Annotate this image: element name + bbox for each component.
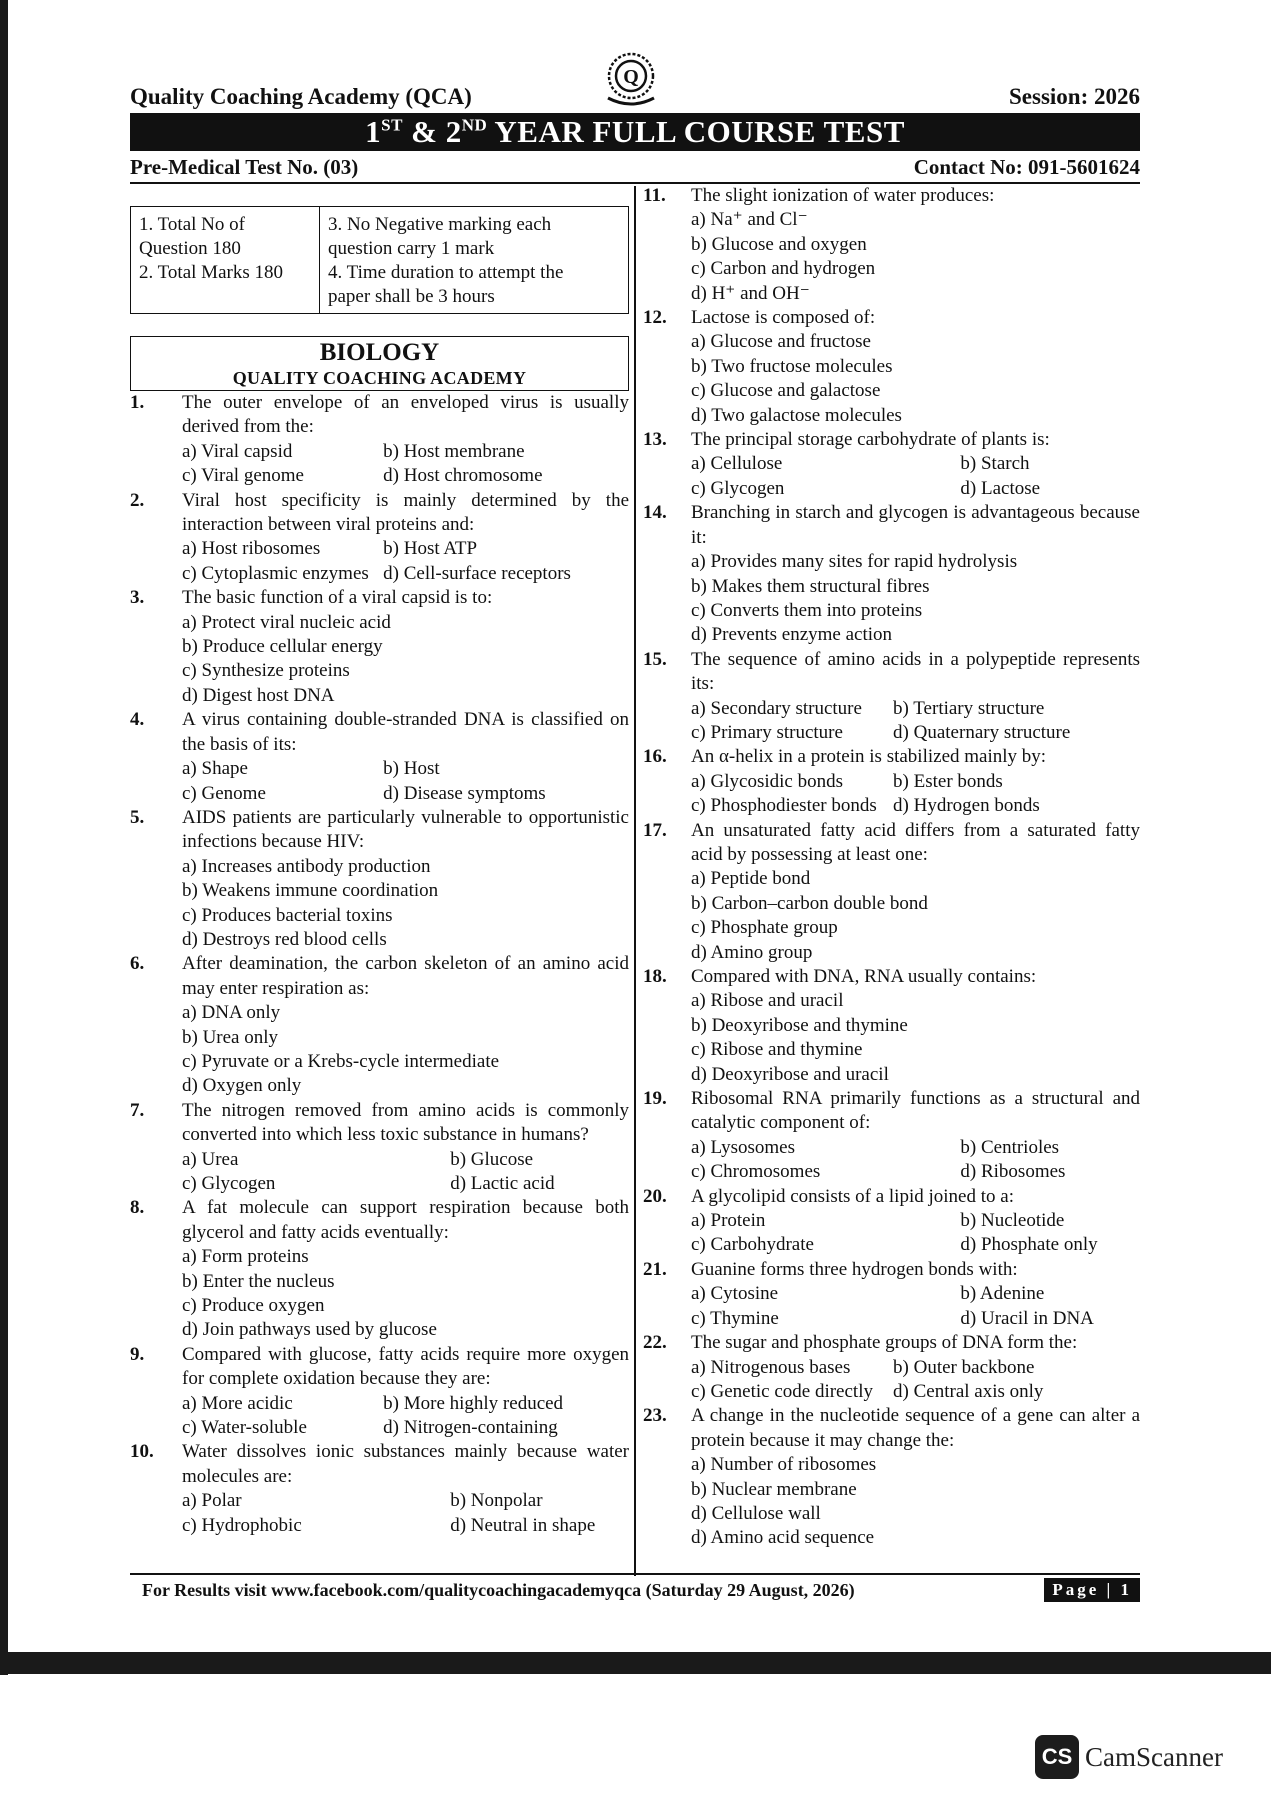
- question-5: 5. AIDS patients are particularly vulnerable to opportunistic infections because HIV: a) Increases antibody production b) Weakens immune coordination c) Produces bacterial toxins d) Destroys red blood cells: [130, 806, 629, 950]
- camscanner-name: CamScanner: [1085, 1741, 1223, 1772]
- subject-subtitle: QUALITY COACHING ACADEMY: [232, 368, 527, 388]
- question-9: 9. Compared with glucose, fatty acids require more oxygen for complete oxidation because they are: a) More acidic b) More highly reduced c) Water-soluble d) Nitrogen-containing: [130, 1343, 629, 1439]
- instructions-col-1: 1. Total No of Question 180 2. Total Marks 180: [131, 207, 320, 313]
- contact-number: Contact No: 091-5601624: [913, 155, 1140, 179]
- question-21: 21. Guanine forms three hydrogen bonds with: a) Cytosine b) Adenine c) Thymine d) Uracil in DNA: [643, 1258, 1094, 1329]
- header-row: [130, 30, 1140, 110]
- question-13: 13. The principal storage carbohydrate of plants is: a) Cellulose b) Starch c) Glycogen d) Lactose: [643, 429, 1050, 499]
- question-6: 6. After deamination, the carbon skeleton of an amino acid may enter respiration as: a) DNA only b) Urea only c) Pyruvate or a Krebs-cycle intermediate d) Oxygen only: [130, 953, 629, 1097]
- question-7: 7. The nitrogen removed from amino acids is commonly converted into which less toxic substance in humans? a) Urea b) Glucose c) Glycogen d) Lactic acid: [130, 1099, 629, 1194]
- question-10: 10. Water dissolves ionic substances mainly because water molecules are: a) Polar b) Nonpolar c) Hydrophobic d) Neutral in shape: [130, 1441, 629, 1536]
- subject-name: BIOLOGY: [319, 339, 440, 366]
- question-15: 15. The sequence of amino acids in a polypeptide represents its: a) Secondary structure b) Tertiary structure c) Primary structure d) Quaternary structure: [643, 648, 1140, 743]
- scan-border-bottom: [0, 1652, 1271, 1674]
- question-2: 2. Viral host specificity is mainly determined by the interaction between viral proteins and: a) Host ribosomes b) Host ATP c) Cytoplasmic enzymes d) Cell-surface receptors: [130, 489, 629, 584]
- footer-rule: [130, 1573, 1140, 1575]
- question-4: 4. A virus containing double-stranded DNA is classified on the basis of its: a) Shape b) Host c) Genome d) Disease symptoms: [130, 709, 629, 804]
- instructions-col-2: 3. No Negative marking each question carry 1 mark 4. Time duration to attempt the paper shall be 3 hours: [328, 214, 564, 307]
- footer: [140, 1578, 1140, 1602]
- question-22: 22. The sugar and phosphate groups of DNA form the: a) Nitrogenous bases b) Outer backbone c) Genetic code directly d) Central axis only: [643, 1332, 1078, 1402]
- question-3: 3. The basic function of a viral capsid is to: a) Protect viral nucleic acid b) Produce cellular energy c) Synthesize proteins d) Digest host DNA: [130, 587, 493, 706]
- question-23: 23. A change in the nucleotide sequence of a gene can alter a protein because it may change the: a) Number of ribosomes b) Nuclear membrane d) Cellulose wall d) Amino acid sequence: [643, 1405, 1140, 1549]
- question-18: 18. Compared with DNA, RNA usually contains: a) Ribose and uracil b) Deoxyribose and thymine c) Ribose and thymine d) Deoxyribose and uracil: [643, 966, 1037, 1085]
- camscanner-logo-icon: CS: [1035, 1735, 1079, 1779]
- question-8: 8. A fat molecule can support respiration because both glycerol and fatty acids eventually: a) Form proteins b) Enter the nucleus c) Produce oxygen d) Join pathways used by glucose: [130, 1197, 629, 1341]
- header-subrow: [130, 155, 1140, 184]
- page-number: Page | 1: [1044, 1578, 1140, 1602]
- test-number: Pre-Medical Test No. (03): [130, 155, 359, 179]
- question-columns: [130, 184, 1140, 1551]
- question-1: 1. The outer envelope of an enveloped virus is usually derived from the: a) Viral capsid b) Host membrane c) Viral genome d) Host chromosome: [130, 392, 629, 487]
- test-sheet: [130, 30, 1140, 1551]
- camscanner-watermark: [1035, 1735, 1223, 1779]
- column-divider: [634, 186, 636, 1576]
- question-16: 16. An α-helix in a protein is stabilized mainly by: a) Glycosidic bonds b) Ester bonds c) Phosphodiester bonds d) Hydrogen bonds: [643, 746, 1047, 817]
- left-column: [130, 184, 633, 1551]
- academy-name: Quality Coaching Academy (QCA): [130, 84, 472, 109]
- question-14: 14. Branching in starch and glycogen is advantageous because it: a) Provides many sites for rapid hydrolysis b) Makes them structural fibres c) Converts them into proteins d) Prevents enzyme action: [643, 502, 1140, 646]
- question-12: 12. Lactose is composed of: a) Glucose and fructose b) Two fructose molecules c) Glucose and galactose d) Two galactose molecules: [643, 307, 902, 426]
- question-19: 19. Ribosomal RNA primarily functions as a structural and catalytic component of: a) Lysosomes b) Centrioles c) Chromosomes d) Ribosomes: [643, 1088, 1140, 1183]
- instructions-box: [130, 206, 629, 314]
- question-17: 17. An unsaturated fatty acid differs from a saturated fatty acid by possessing at least one: a) Peptide bond b) Carbon–carbon double bond c) Phosphate group d) Amino group: [643, 819, 1140, 963]
- question-11: 11. The slight ionization of water produces: a) Na⁺ and Cl⁻ b) Glucose and oxygen c) Carbon and hydrogen d) H⁺ and OH⁻: [643, 185, 995, 304]
- scan-border-left: [0, 0, 8, 1675]
- subject-heading: [130, 336, 629, 391]
- right-column: [633, 184, 1140, 1551]
- question-20: 20. A glycolipid consists of a lipid joined to a: a) Protein b) Nucleotide c) Carbohydrate d) Phosphate only: [643, 1185, 1098, 1256]
- test-title: 1ST & 2ND YEAR FULL COURSE TEST: [130, 113, 1140, 151]
- qca-logo-icon: [600, 48, 662, 110]
- logo-letter: Q: [623, 66, 639, 88]
- session-label: Session: 2026: [1009, 84, 1140, 109]
- footer-results-text: For Results visit www.facebook.com/qualitycoachingacademyqca (Saturday 29 August, 2026): [142, 1579, 855, 1600]
